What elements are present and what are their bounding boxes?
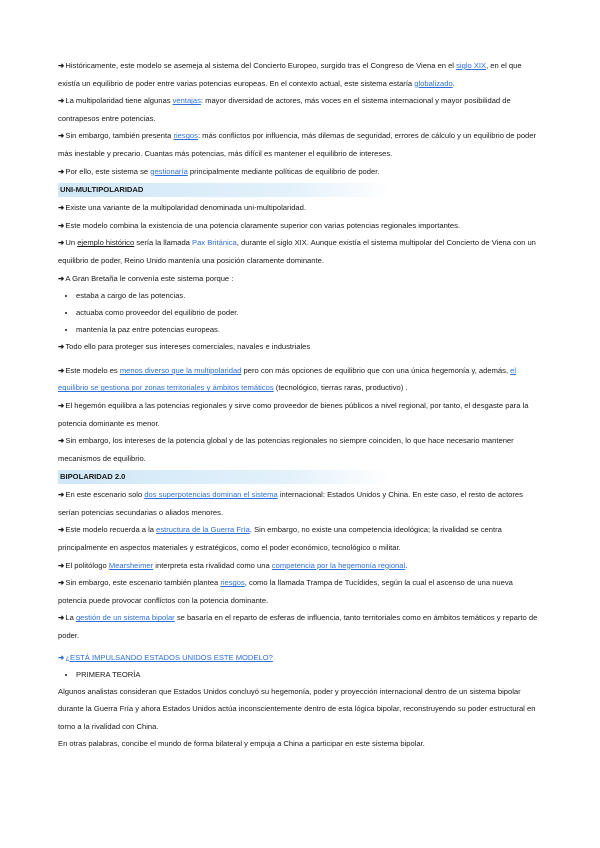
paragraph-uni-8: ➜Sin embargo, los intereses de la potencia global y de las potencias regionales no siempre coinciden, lo que hace necesario mantener mecanismos de equilibrio.: [58, 436, 514, 463]
paragraph-uni-5: ➜Todo ello para proteger sus intereses comerciales, navales e industriales: [58, 342, 311, 352]
link-siglo-xix[interactable]: siglo XIX: [456, 61, 487, 70]
link-ejemplo-historico[interactable]: ejemplo histórico: [77, 238, 135, 248]
arrow-icon: ➜: [58, 273, 65, 283]
paragraph-ventajas: ➜La multipolaridad tiene algunas ventajas: mayor diversidad de actores, más voces en el sistema internacional y mayor posibilidad de contrapesos entre potencias.: [58, 96, 511, 123]
arrow-icon: ➜: [58, 578, 65, 588]
arrow-icon: ➜: [58, 203, 65, 213]
list-item: • PRIMERA TEORÍA: [76, 666, 542, 683]
arrow-icon: ➜: [58, 166, 65, 176]
question-heading: [58, 649, 542, 666]
arrow-icon: ➜: [58, 131, 65, 141]
link-guerra-fria[interactable]: estructura de la Guerra Fría: [156, 525, 250, 535]
arrow-icon: ➜: [58, 238, 65, 248]
paragraph-uni-3: ➜Un ejemplo histórico sería la llamada Pax Británica, durante el siglo XIX. Aunque existía el sistema multipolar del Concierto de Viena con un equilibrio de poder, Reino Unido mantenía una posición claramente dominante.: [58, 238, 536, 265]
paragraph-bi-2: ➜Este modelo recuerda a la estructura de la Guerra Fría. Sin embargo, no existe una competencia ideológica; la rivalidad se centra principalmente en aspectos materiales y estratégicos, como el poder económico, tecnológico o militar.: [58, 525, 502, 553]
link-riesgos[interactable]: riesgos: [173, 131, 198, 141]
heading-uni-multipolaridad: UNI-MULTIPOLARIDAD: [58, 183, 390, 197]
link-gestion-bipolar[interactable]: gestión de un sistema bipolar: [75, 613, 175, 623]
link-dos-superpotencias[interactable]: dos superpotencias dominan el sistema: [144, 490, 278, 500]
paragraph-teoria-2: En otras palabras, concibe el mundo de forma bilateral y empuja a China a participar en este sistema bipolar.: [58, 739, 425, 749]
arrow-icon: ➜: [58, 61, 65, 70]
list-item: • estaba a cargo de las potencias.: [76, 287, 542, 304]
arrow-icon: ➜: [58, 652, 65, 662]
arrow-icon: ➜: [58, 525, 65, 535]
paragraph-bi-3: ➜El politólogo Mearsheimer interpreta esta rivalidad como una competencia por la hegemonía regional.: [58, 560, 408, 570]
arrow-icon: ➜: [58, 613, 65, 623]
heading-bipolaridad: BIPOLARIDAD 2.0: [58, 470, 390, 484]
arrow-icon: ➜: [58, 400, 65, 410]
link-menos-diverso[interactable]: menos diverso que la multipolaridad: [119, 365, 242, 375]
link-equilibrio-zonas[interactable]: el equilibrio se gestiona por zonas territoriales y ámbitos temáticos: [58, 365, 517, 393]
paragraph-uni-7: ➜El hegemón equilibra a las potencias regionales y sirve como proveedor de bienes públicos a nivel regional, por tanto, el desgaste para la potencia dominante es menor.: [58, 400, 529, 428]
link-mearsheimer[interactable]: Mearsheimer: [108, 560, 154, 570]
paragraph-bi-5: ➜La gestión de un sistema bipolar se basaría en el reparto de esferas de influencia, tanto territoriales como en ámbitos temáticos y reparto de poder.: [58, 613, 538, 641]
arrow-icon: ➜: [58, 96, 65, 106]
paragraph-bi-1: ➜En este escenario solo dos superpotencias dominan el sistema internacional: Estados Unidos y China. En este caso, el resto de actores serían potencias secundarias o aliados menores.: [58, 490, 523, 517]
paragraph-uni-4: ➜A Gran Bretaña le convenía este sistema porque :: [58, 273, 234, 283]
link-gestionaria[interactable]: gestionaría: [150, 166, 188, 176]
arrow-icon: ➜: [58, 220, 65, 230]
arrow-icon: ➜: [58, 436, 65, 446]
paragraph-uni-1: ➜Existe una variante de la multipolaridad denominada uni-multipolaridad.: [58, 203, 306, 213]
link-globalizado[interactable]: globalizado: [414, 78, 453, 88]
list-item: • actuaba como proveedor del equilibrio de poder.: [76, 304, 542, 321]
bullet-list-gran-bretana: [58, 287, 542, 338]
link-ventajas[interactable]: ventajas: [172, 96, 201, 106]
paragraph-uni-6: ➜Este modelo es menos diverso que la multipolaridad pero con más opciones de equilibrio que con una única hegemonía y, además, el equilibrio se gestiona por zonas territoriales y ámbitos temáticos (tecnológico, tierras raras, productivo) .: [58, 365, 517, 393]
link-competencia-hegemonia[interactable]: competencia por la hegemonía regional: [271, 560, 406, 570]
paragraph-uni-2: ➜Este modelo combina la existencia de una potencia claramente superior con varias potencias regionales importantes.: [58, 220, 461, 230]
arrow-icon: ➜: [58, 365, 65, 375]
arrow-icon: ➜: [58, 342, 65, 352]
paragraph-concierto: ➜Históricamente, este modelo se asemeja al sistema del Concierto Europeo, surgido tras el Congreso de Viena en el siglo XIX, en el que existía un equilibrio de poder entre varias potencias europeas. En el contexto actual, este sistema estaría globalizado.: [58, 61, 522, 88]
paragraph-bi-4: ➜Sin embargo, este escenario también plantea riesgos, como la llamada Trampa de Tucídides, según la cual el ascenso de una nueva potencia puede provocar conflictos con la potencia dominante.: [58, 578, 513, 605]
arrow-icon: ➜: [58, 560, 65, 570]
document-page: [58, 57, 542, 753]
link-riesgos-bipolar[interactable]: riesgos: [220, 578, 245, 588]
paragraph-riesgos: ➜Sin embargo, también presenta riesgos: más conflictos por influencia, más dilemas de seguridad, errores de cálculo y un equilibrio de poder más inestable y precario. Cuantas más potencias, más difícil es mantener el equilibrio de intereses.: [58, 131, 537, 158]
link-question[interactable]: ¿ESTÁ IMPULSANDO ESTADOS UNIDOS ESTE MODELO?: [65, 652, 273, 662]
paragraph-gestionaria: ➜Por ello, este sistema se gestionaría principalmente mediante políticas de equilibrio de poder.: [58, 166, 380, 176]
arrow-icon: ➜: [58, 490, 65, 500]
bullet-list-teoria: [58, 666, 542, 683]
highlight-pax-britanica: Pax Británica: [192, 238, 237, 248]
list-item: • mantenía la paz entre potencias europeas.: [76, 321, 542, 338]
paragraph-teoria-1: Algunos analistas consideran que Estados Unidos concluyó su hegemonía, poder y proyección internacional dentro de un sistema bipolar durante la Guerra Fría y ahora Estados Unidos actúa inconscientemente dentro de esta lógica bipolar, reconstruyendo su poder estructural en torno a la rivalidad con China.: [58, 686, 536, 731]
